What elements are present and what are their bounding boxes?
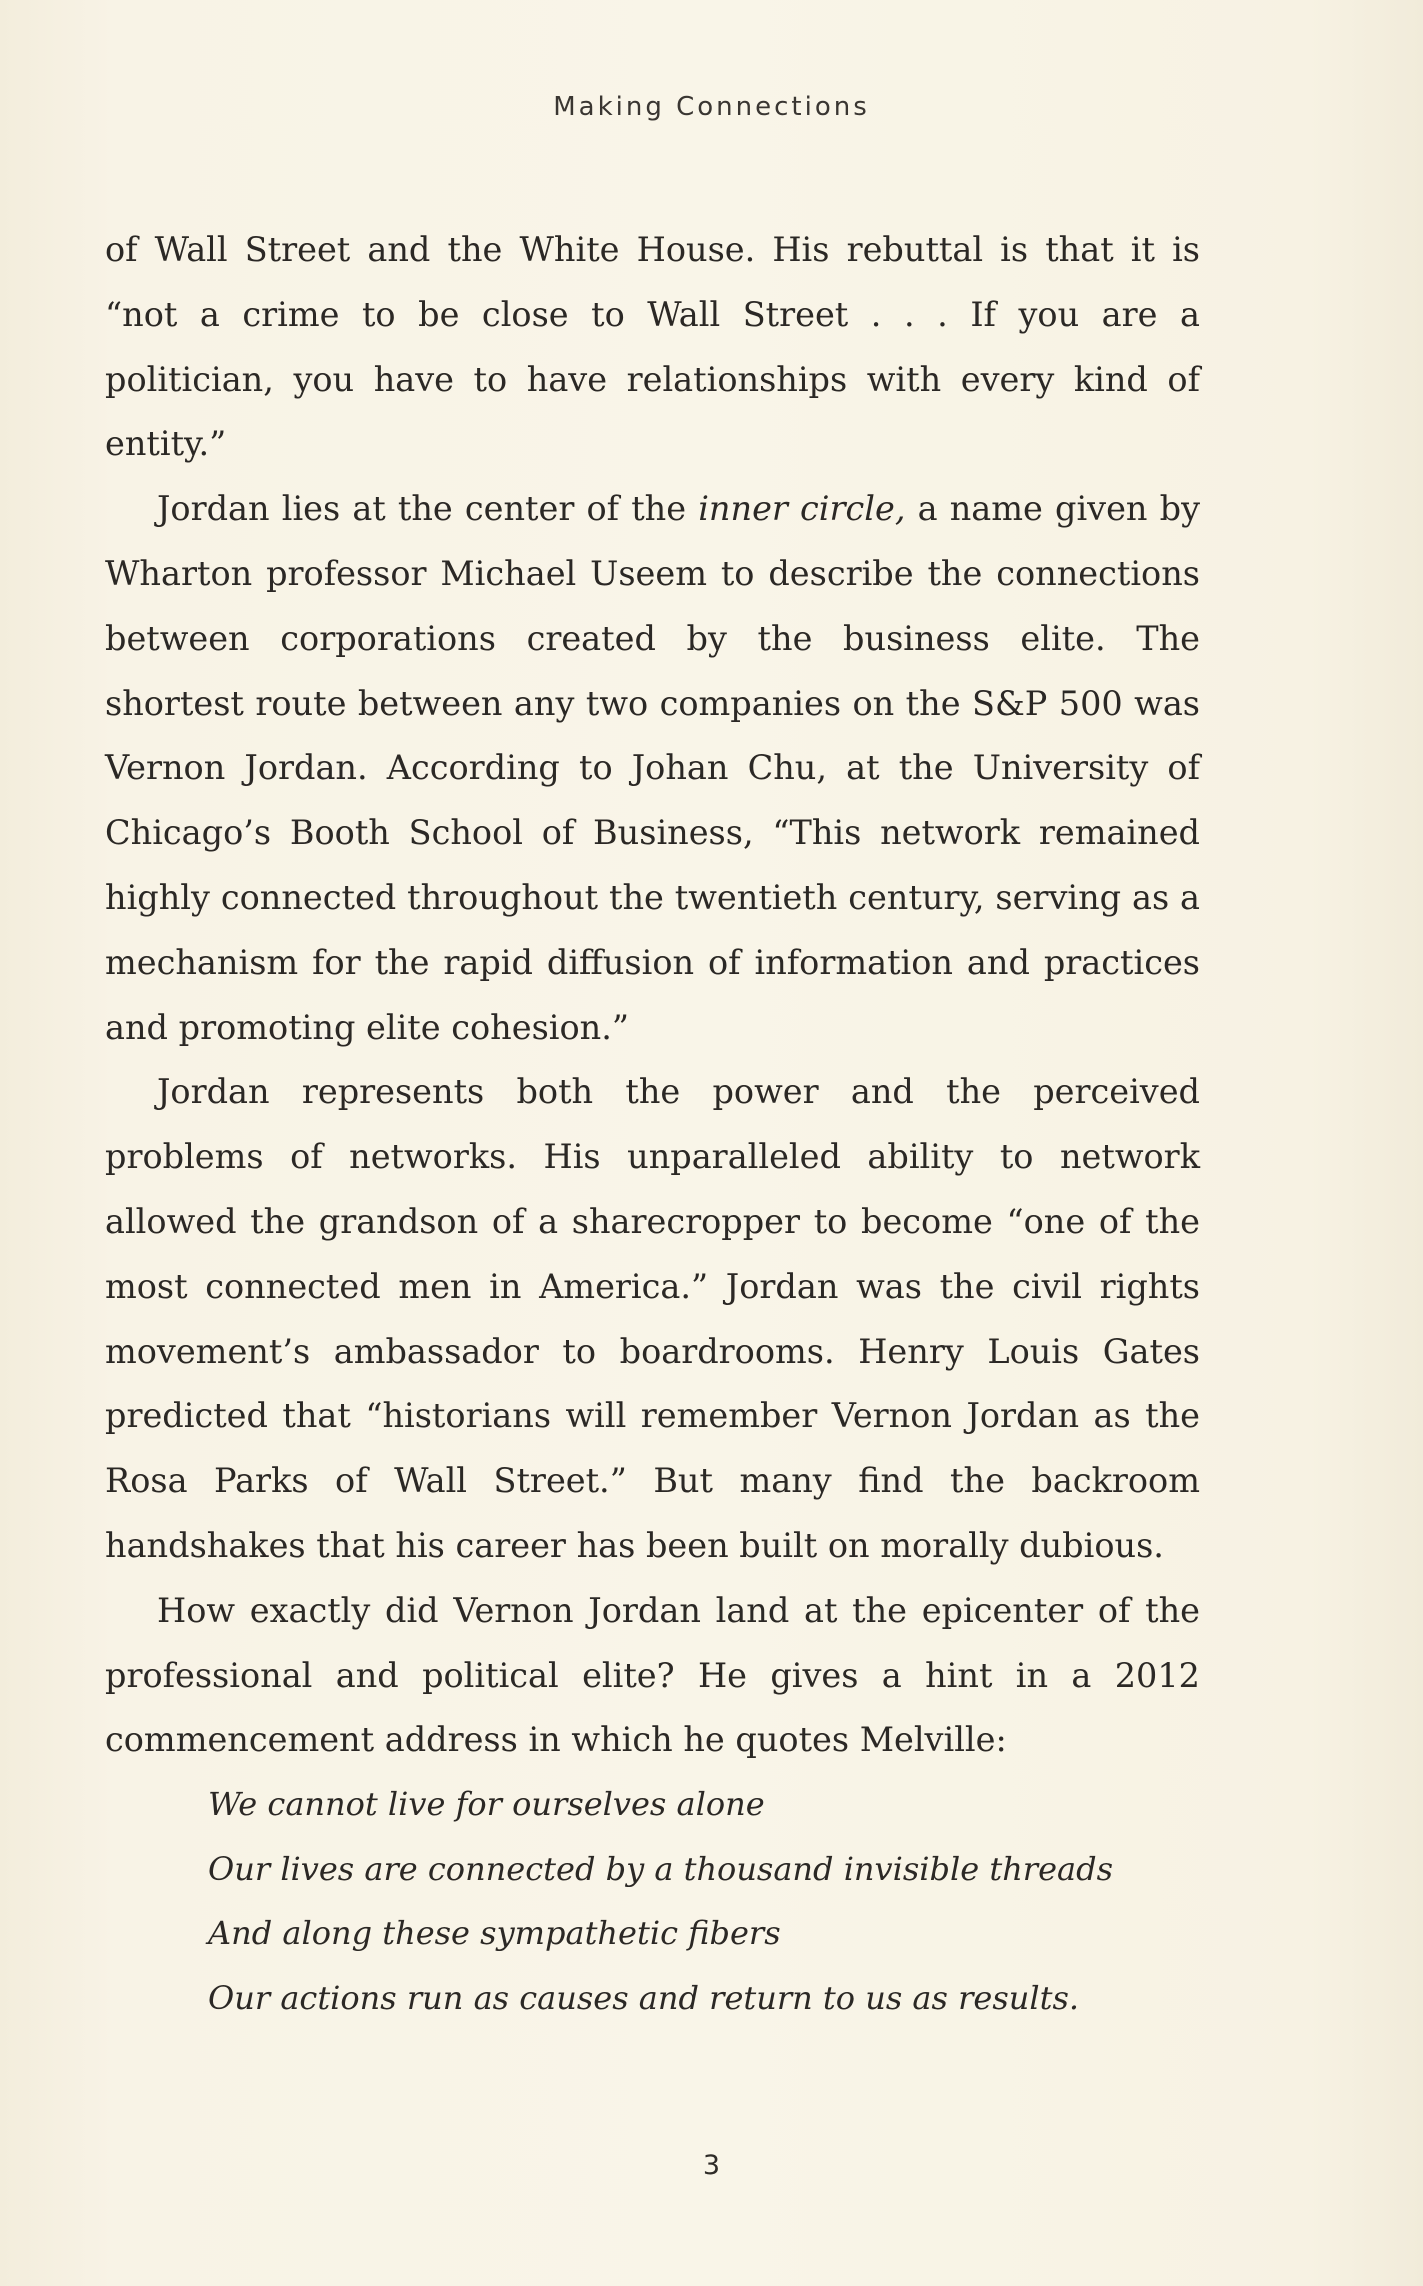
paragraph-2 xyxy=(105,477,1200,1060)
page-number: 3 xyxy=(702,2150,721,2181)
paragraph-2-start: Jordan lies at the center of the xyxy=(157,489,699,529)
paragraph-4: How exactly did Vernon Jordan land at the epicenter of the professional and political elite? He gives a hint in a 2012 commencement address in which he quotes Melville: xyxy=(105,1590,1200,1760)
quote-line-2: Our lives are connected by a thousand invisible threads xyxy=(208,1849,1114,1888)
inner-circle-term: inner circle, xyxy=(698,489,906,529)
paragraph-2-rest: a name given by Wharton professor Michael Useem to describe the connections between corporations created by the business elite. The shortest route between any two companies on the S&P 500 was Vernon Jordan. According to Johan Chu, at the University of Chicago’s Booth School of Business, “This network remained highly connected throughout the twentieth century, serving as a mechanism for the rapid diffusion of information and practices and promoting elite cohesion.” xyxy=(105,489,1200,1047)
running-head: Making Connections xyxy=(553,92,870,122)
quote-line-4: Our actions run as causes and return to us as results. xyxy=(208,1979,1080,2018)
quote-line-3: And along these sympathetic fibers xyxy=(208,1914,781,1953)
paragraph-3: Jordan represents both the power and the perceived problems of networks. His unparalleled ability to network allowed the grandson of a sharecropper to become “one of the most connected men in America.” Jordan was the civil rights movement’s ambassador to boardrooms. Henry Louis Gates predicted that “historians will remember Vernon Jordan as the Rosa Parks of Wall Street.” But many find the backroom handshakes that his career has been built on morally dubious. xyxy=(105,1072,1200,1565)
quote-line-1: We cannot live for ourselves alone xyxy=(208,1785,765,1823)
melville-quote xyxy=(208,1772,1158,2031)
paragraph-1: of Wall Street and the White House. His rebuttal is that it is “not a crime to be close to Wall Street . . . If you are a politician, you have to have relationships with every kind of entity.” xyxy=(105,230,1200,464)
body-text xyxy=(105,218,1200,1773)
